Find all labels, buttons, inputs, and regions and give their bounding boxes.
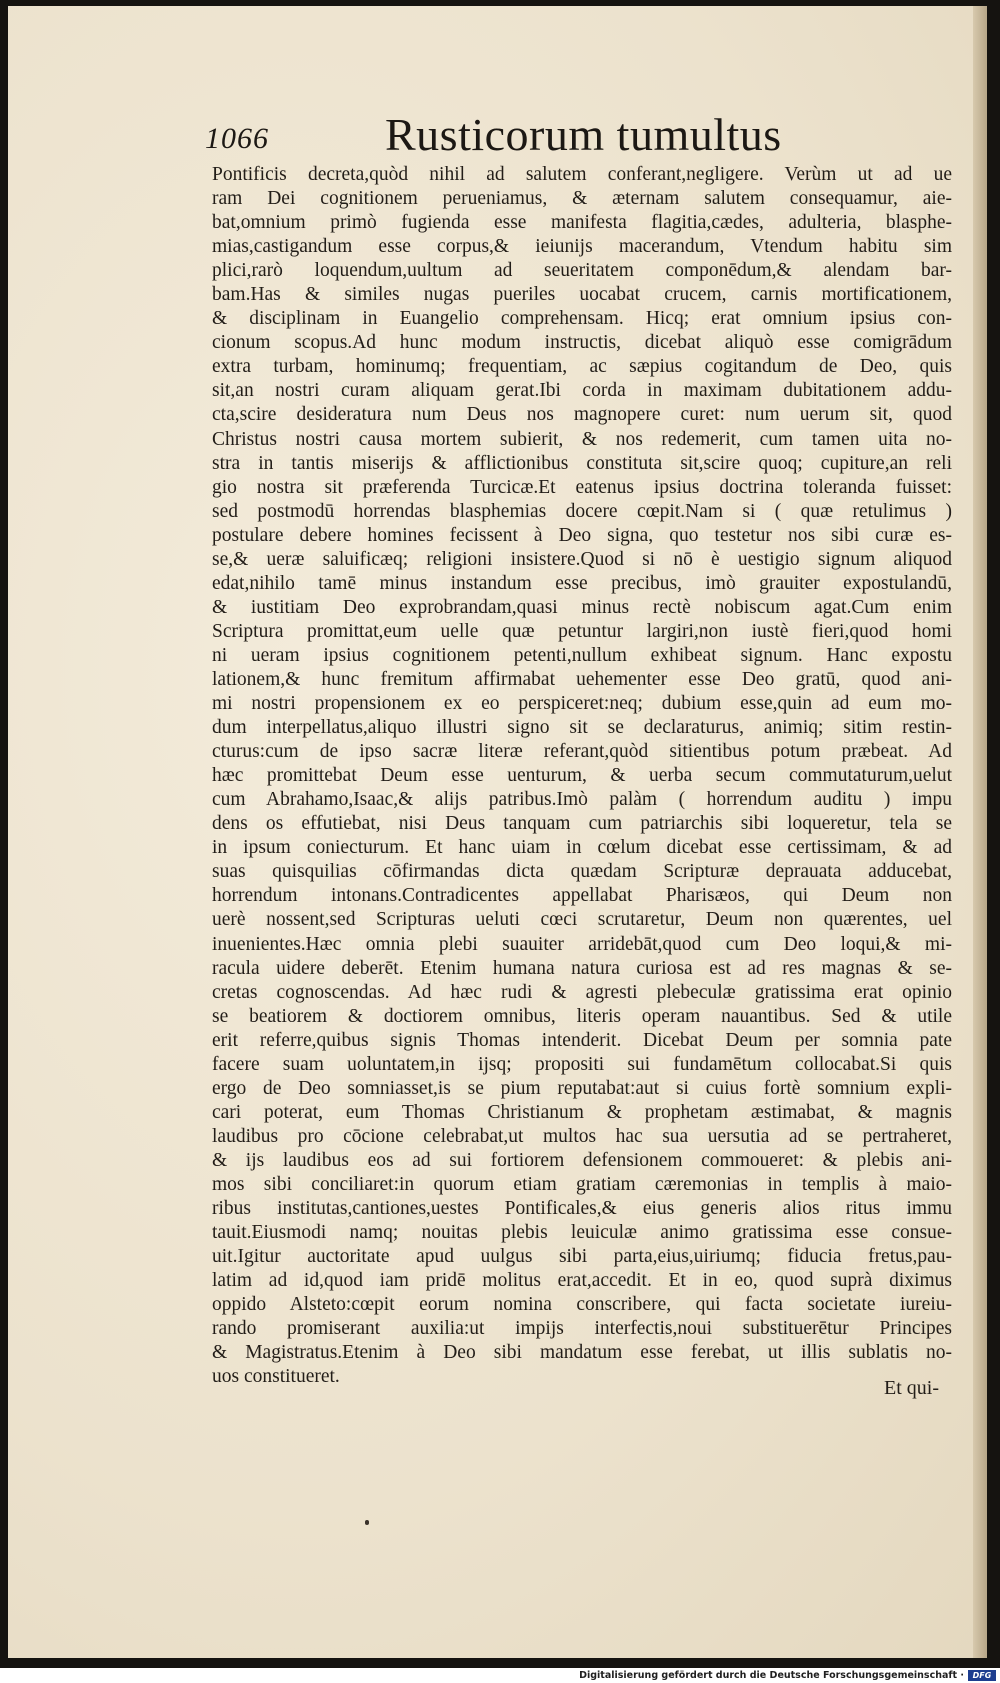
text-line: ergo de Deo somniasset,is se pium reputabat:aut si cuius fortè somnium expli-	[212, 1077, 952, 1099]
text-line: se,& ueræ saluificæq; religioni insistere.Quod si nō è uestigio signum aliquod	[212, 548, 952, 570]
text-line: ribus institutas,cantiones,uestes Pontificales,& eius generis alios ritus immu	[212, 1198, 952, 1220]
footer-bar	[0, 1668, 1000, 1683]
ink-speck	[365, 1520, 369, 1525]
text-line: Pontificis decreta,quòd nihil ad salutem conferant,negligere. Verùm ut ad ue	[212, 164, 952, 185]
catchword: Et qui-	[884, 1377, 939, 1399]
text-line: Christus nostri causa mortem subierit, & nos redemerit, cum tamen uita no-	[212, 428, 952, 450]
text-line: & disciplinam in Euangelio comprehensam. Hicq; erat omnium ipsius con-	[212, 308, 952, 330]
text-line: cturus:cum de ipso sacræ literæ referant,quòd sitientibus potum præbeat. Ad	[212, 741, 952, 763]
text-line: oppido Alsteto:cœpit eorum nomina conscribere, qui facta societate iureiu-	[212, 1294, 952, 1316]
text-line: racula uidere deberēt. Etenim humana natura curiosa est ad res magnas & se-	[212, 957, 952, 979]
text-line: facere suam uoluntatem,in ijsq; propositi sui fundamētum collocabat.Si quis	[212, 1053, 952, 1075]
text-line: in ipsum coniecturum. Et hanc uiam in cœlum dicebat esse certissimam, & ad	[212, 837, 952, 859]
text-line: latim ad id,quod iam pridē molitus erat,accedit. Et in eo, quod suprà diximus	[212, 1270, 952, 1292]
page-header	[205, 108, 785, 168]
text-line: inuenientes.Hæc omnia plebi suauiter arridebāt,quod cum Deo loqui,& mi-	[212, 933, 952, 955]
text-line: uerè nossent,sed Scripturas ueluti cœci scrutaretur, Deum non quærentes, uel	[212, 909, 952, 931]
body-text	[212, 163, 952, 1389]
text-line: rando promiserant auxilia:ut impijs interfectis,noui substituerētur Principes	[212, 1318, 952, 1340]
text-line: extra turbam, hominumq; frequentiam, ac sæpius cogitandum de Deo, quis	[212, 356, 952, 378]
text-line: cari poterat, eum Thomas Christianum & prophetam æstimabat, & magnis	[212, 1101, 952, 1123]
text-line: & Magistratus.Etenim à Deo sibi mandatum esse ferebat, ut illis sublatis no-	[212, 1342, 952, 1364]
text-line: tauit.Eiusmodi namq; nouitas plebis leuiculæ animo gratissima esse consue-	[212, 1222, 952, 1244]
text-line: cum Abrahamo,Isaac,& alijs patribus.Imò palàm ( horrendum auditu ) impu	[212, 789, 952, 811]
text-line: lationem,& hunc fremitum affirmabat uehementer esse Deo gratū, quod ani-	[212, 668, 952, 690]
page-number: 1066	[205, 122, 269, 155]
text-line: uos constitueret.	[212, 1366, 340, 1388]
text-line: plici,rarò loquendum,uultum ad seueritatem componēdum,& alendam bar-	[212, 260, 952, 282]
text-line: mos sibi conciliaret:in quorum etiam gratiam cæremonias in templis à maio-	[212, 1173, 952, 1195]
text-line: stra in tantis miserijs & afflictionibus constituta sit,scire quoq; cupiture,an reli	[212, 452, 952, 474]
text-line: ni ueram ipsius cognitionem petenti,nullum exhibeat signum. Hanc expostu	[212, 644, 952, 666]
text-line: dum interpellatus,aliquo illustri signo sit se declaraturus, animiq; sitim restin-	[212, 717, 952, 739]
text-line: edat,nihilo tamē minus instandum esse precibus, imò grauiter expostulandū,	[212, 572, 952, 594]
text-line: suas quisquilias cōfirmandas dicta quædam Scripturæ deprauata adducebat,	[212, 861, 952, 883]
text-line: hæc promittebat Deum esse uenturum, & uerba secum commutaturum,uelut	[212, 765, 952, 787]
funding-credit: Digitalisierung gefördert durch die Deutsche Forschungsgemeinschaft ·	[579, 1670, 964, 1681]
text-line: cretas cognoscendas. Ad hæc rudi & agresti plebeculæ gratissima erat opinio	[212, 981, 952, 1003]
text-line: sit,an nostri curam aliquam gerat.Ibi corda in maximam dubitationem addu-	[212, 380, 952, 402]
text-line: horrendum intonans.Contradicentes appellabat Pharisæos, qui Deum non	[212, 885, 952, 907]
text-line: cionum scopus.Ad hunc modum instructis, dicebat aliquò esse comigrādum	[212, 332, 952, 354]
text-line: ram Dei cognitionem perueniamus, & æternam salutem consequamur, aie-	[212, 188, 952, 210]
text-line: se beatiorem & doctiorem omnibus, literis operam nauantibus. Sed & utile	[212, 1005, 952, 1027]
text-line: mi nostri propensionem ex eo perspiceret:neq; dubium esse,quin ad eum mo-	[212, 693, 952, 715]
text-line: bat,omnium primò fugienda esse manifesta flagitia,cædes, adulteria, blasphe-	[212, 212, 952, 234]
text-line: dens os effutiebat, nisi Deus tanquam cum patriarchis sibi loqueretur, tela se	[212, 813, 952, 835]
page-edge	[973, 6, 987, 1658]
text-line: & ijs laudibus eos ad sui fortiorem defensionem commoueret: & plebis ani-	[212, 1149, 952, 1171]
text-line: laudibus pro cōcione celebrabat,ut multos hac sua uersutia ad se pertraheret,	[212, 1125, 952, 1147]
text-line: sed postmodū horrendas blasphemias docere cœpit.Nam si ( quæ retulimus )	[212, 500, 952, 522]
text-line: mias,castigandum esse corpus,& ieiunijs macerandum, Vtendum habitu sim	[212, 236, 952, 258]
text-line: & iustitiam Deo exprobrandam,quasi minus rectè nobiscum agat.Cum enim	[212, 596, 952, 618]
text-line: postulare debere homines fecissent à Deo signa, quo testetur nos sibi curæ es-	[212, 524, 952, 546]
text-line: gio nostra sit præferenda Turcicæ.Et eatenus ipsius doctrina toleranda fuisset:	[212, 476, 952, 498]
text-line: erit referre,quibus signis Thomas intenderit. Dicebat Deum per somnia pate	[212, 1029, 952, 1051]
text-line: Scriptura promittat,eum uelle quæ petuntur largiri,non iustè fieri,quod homi	[212, 620, 952, 642]
running-title: Rusticorum tumultus	[385, 109, 782, 160]
text-line: cta,scire desideratura num Deus nos magnopere curet: num uerum sit, quod	[212, 404, 952, 426]
text-line: uit.Igitur auctoritate apud uulgus sibi parta,eius,uiriumq; fiducia fretus,pau-	[212, 1246, 952, 1268]
dfg-logo: DFG	[968, 1670, 996, 1681]
text-line: bam.Has & similes nugas pueriles uocabat crucem, carnis mortificationem,	[212, 284, 952, 306]
